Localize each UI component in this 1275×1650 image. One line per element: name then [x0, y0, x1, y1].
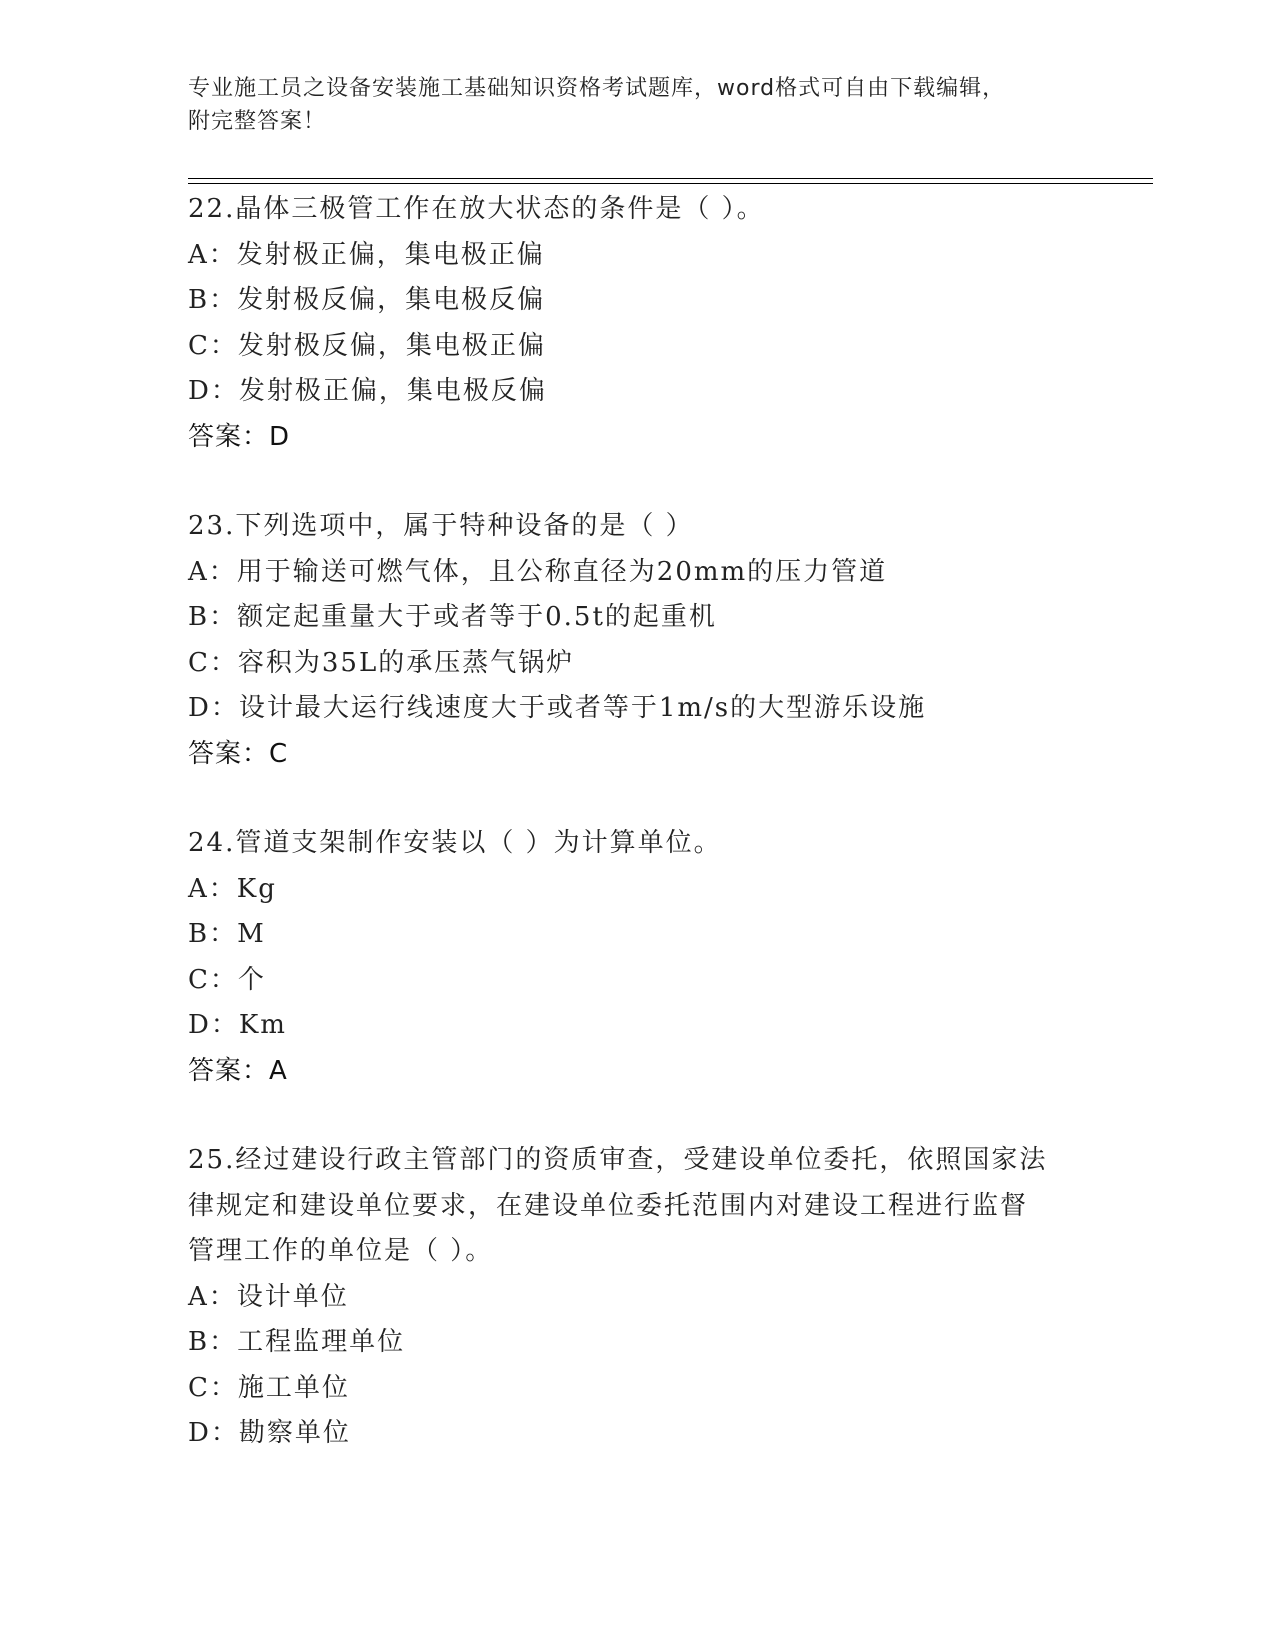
question-stem: 22.晶体三极管工作在放大状态的条件是（ ）。	[188, 194, 765, 224]
answer-text: 答案：C	[188, 738, 289, 769]
question-25	[188, 1138, 1108, 1457]
question-stem-line-3: 管理工作的单位是（ ）。	[188, 1236, 494, 1266]
option-b: B：发射极反偏，集电极反偏	[188, 285, 546, 315]
option-c: C：施工单位	[188, 1372, 350, 1403]
option-c: C：容积为35L的承压蒸气锅炉	[188, 647, 575, 678]
question-stem: 23.下列选项中，属于特种设备的是（ ）	[188, 511, 694, 541]
header-divider-top	[188, 178, 1153, 179]
question-23	[188, 504, 1108, 777]
question-24	[188, 821, 1108, 1094]
question-stem-line-2: 律规定和建设单位要求，在建设单位委托范围内对建设工程进行监督	[188, 1190, 1029, 1221]
option-a: A：设计单位	[188, 1281, 349, 1312]
option-a: A：发射极正偏，集电极正偏	[188, 239, 545, 270]
option-c: C：发射极反偏，集电极正偏	[188, 330, 546, 361]
header-divider-bottom	[188, 183, 1153, 184]
option-a: A：Kg	[188, 873, 277, 904]
option-d: D：发射极正偏，集电极反偏	[188, 376, 547, 406]
answer-text: 答案：A	[188, 1055, 288, 1086]
option-d: D：勘察单位	[188, 1418, 351, 1448]
option-b: B：M	[188, 919, 266, 949]
option-c: C：个	[188, 964, 266, 995]
option-b: B：工程监理单位	[188, 1327, 406, 1357]
question-22	[188, 187, 1108, 460]
option-b: B：额定起重量大于或者等于0.5t的起重机	[188, 602, 717, 632]
answer-text: 答案：D	[188, 421, 291, 452]
document-header	[188, 72, 1108, 138]
header-line-2: 附完整答案！	[188, 109, 327, 134]
question-stem-line-1: 25.经过建设行政主管部门的资质审查，受建设单位委托，依照国家法	[188, 1145, 1048, 1175]
option-d: D：设计最大运行线速度大于或者等于1m/s的大型游乐设施	[188, 693, 927, 723]
option-d: D：Km	[188, 1010, 287, 1040]
question-stem: 24.管道支架制作安装以（ ）为计算单位。	[188, 828, 722, 858]
option-a: A：用于输送可燃气体，且公称直径为20mm的压力管道	[188, 556, 888, 587]
header-line-1: 专业施工员之设备安装施工基础知识资格考试题库，word格式可自由下载编辑，	[188, 76, 1006, 101]
